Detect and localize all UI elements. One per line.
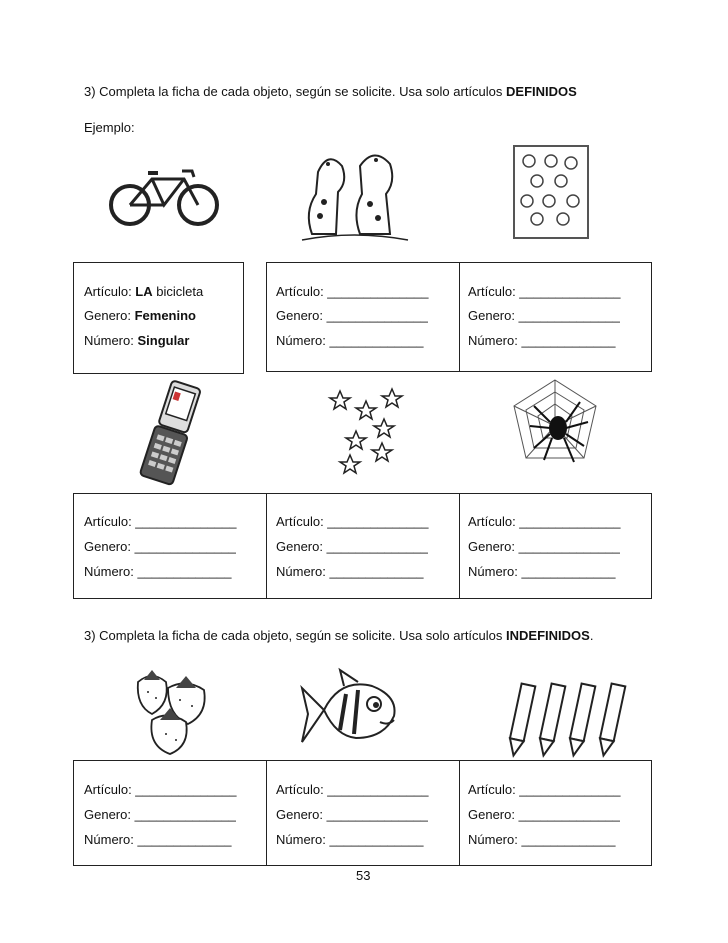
fish-icon xyxy=(300,666,400,754)
instruction-emphasis: INDEFINIDOS xyxy=(506,628,590,643)
blank-numero: Número: _____________ xyxy=(468,564,616,579)
instruction-text: 3) Completa la ficha de cada objeto, según se solicite. Usa solo artículos xyxy=(84,628,507,643)
spider-web-icon xyxy=(508,376,602,466)
instruction-definidos xyxy=(84,84,577,99)
blank-genero: Genero: ______________ xyxy=(468,539,620,554)
dalmatian-puppies-icon xyxy=(298,142,410,242)
instruction-text: 3) Completa la ficha de cada objeto, según se solicite. Usa solo artículos xyxy=(84,84,507,99)
page-number: 53 xyxy=(356,868,371,883)
blank-genero: Genero: ______________ xyxy=(276,539,428,554)
strawberries-icon xyxy=(130,660,212,756)
stars-icon xyxy=(326,385,410,477)
bicycle-icon xyxy=(108,165,220,229)
flower-card-icon xyxy=(513,145,589,239)
instruction-emphasis: DEFINIDOS xyxy=(506,84,577,99)
blank-genero: Genero: ______________ xyxy=(276,308,428,323)
blank-articulo: Artículo: ______________ xyxy=(468,514,621,529)
blank-numero: Número: _____________ xyxy=(84,564,232,579)
example-numero: Número: Singular xyxy=(84,333,190,348)
blank-articulo: Artículo: ______________ xyxy=(276,514,429,529)
blank-genero: Genero: ______________ xyxy=(84,807,236,822)
blank-articulo: Artículo: ______________ xyxy=(468,782,621,797)
example-articulo: Artículo: LA bicicleta xyxy=(84,284,204,299)
blank-numero: Número: _____________ xyxy=(84,832,232,847)
blank-numero: Número: _____________ xyxy=(276,333,424,348)
blank-numero: Número: _____________ xyxy=(468,333,616,348)
example-label: Ejemplo: xyxy=(84,120,135,135)
instruction-suffix: . xyxy=(589,628,594,643)
blank-articulo: Artículo: ______________ xyxy=(468,284,621,299)
blank-genero: Genero: ______________ xyxy=(468,807,620,822)
blank-articulo: Artículo: ______________ xyxy=(276,284,429,299)
blank-articulo: Artículo: ______________ xyxy=(84,782,237,797)
example-genero: Genero: Femenino xyxy=(84,308,196,323)
pencils-icon xyxy=(504,680,628,760)
blank-numero: Número: _____________ xyxy=(468,832,616,847)
blank-articulo: Artículo: ______________ xyxy=(84,514,237,529)
blank-numero: Número: _____________ xyxy=(276,564,424,579)
blank-genero: Genero: ______________ xyxy=(468,308,620,323)
blank-genero: Genero: ______________ xyxy=(84,539,236,554)
blank-articulo: Artículo: ______________ xyxy=(276,782,429,797)
blank-genero: Genero: ______________ xyxy=(276,807,428,822)
blank-numero: Número: _____________ xyxy=(276,832,424,847)
flip-phone-icon xyxy=(140,380,200,486)
instruction-indefinidos xyxy=(84,628,593,643)
